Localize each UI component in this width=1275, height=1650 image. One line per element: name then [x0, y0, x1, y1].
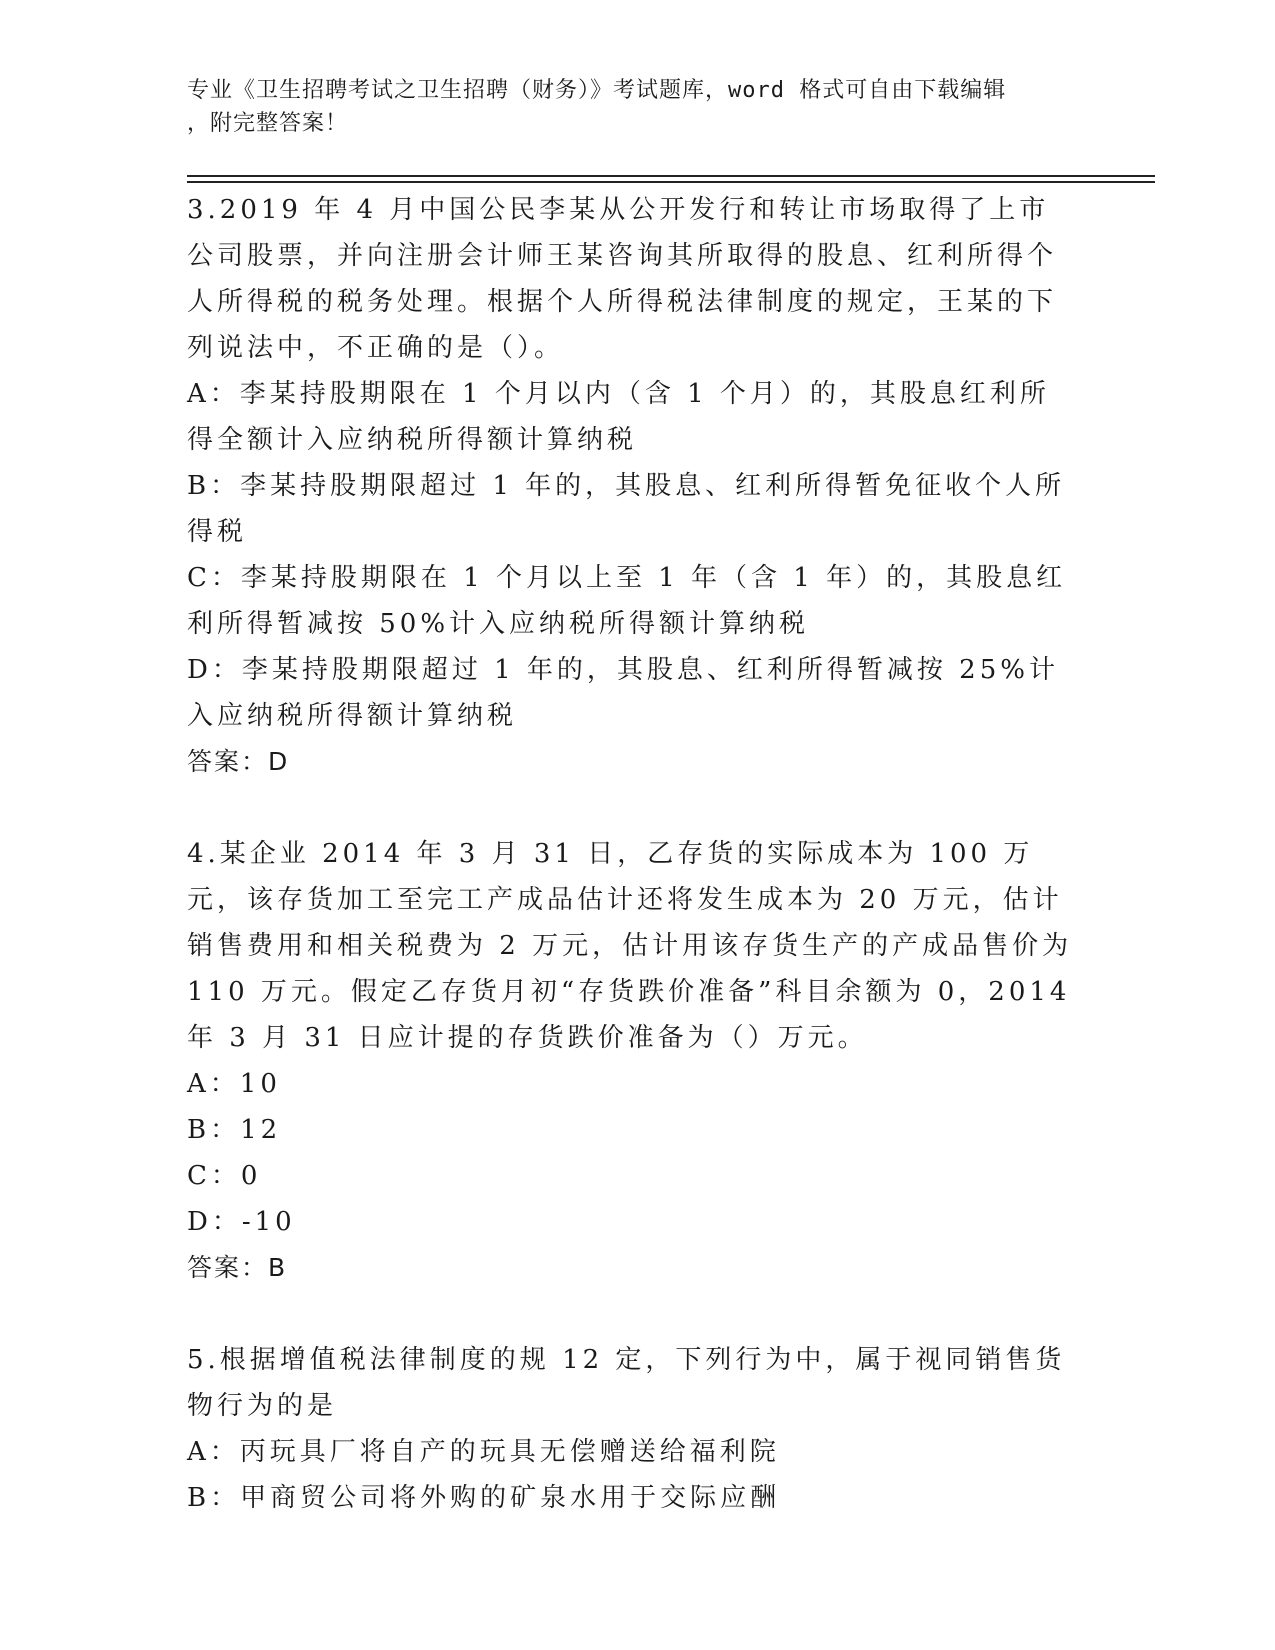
option-b: B：李某持股期限超过 1 年的，其股息、红利所得暂免征收个人所得税 — [187, 471, 1066, 547]
header-divider-bottom — [187, 181, 1155, 183]
question-stem: 3.2019 年 4 月中国公民李某从公开发行和转让市场取得了上市公司股票，并向注册会计师王某咨询其所取得的股息、红利所得个人所得税的税务处理。根据个人所得税法律制度的规定，王某的下列说法中，不正确的是（）。 — [187, 195, 1058, 363]
document-header — [187, 74, 1067, 140]
option-c: C：0 — [187, 1161, 262, 1191]
option-b: B：甲商贸公司将外购的矿泉水用于交际应酬 — [187, 1483, 781, 1513]
answer-line: 答案：D — [187, 747, 290, 776]
option-a: A：丙玩具厂将自产的玩具无偿赠送给福利院 — [187, 1437, 780, 1467]
question-stem: 5.根据增值税法律制度的规 12 定，下列行为中，属于视同销售货物行为的是 — [187, 1345, 1066, 1421]
option-a: A：10 — [187, 1069, 281, 1099]
header-line-1: 专业《卫生招聘考试之卫生招聘（财务）》考试题库，word 格式可自由下载编辑 — [187, 78, 1007, 103]
header-line-2: ，附完整答案！ — [187, 111, 349, 136]
question-block — [187, 831, 1077, 1291]
question-stem: 4.某企业 2014 年 3 月 31 日，乙存货的实际成本为 100 万元，该存货加工至完工产成品估计还将发生成本为 20 万元，估计销售费用和相关税费为 2 万元，估计用该存货生产的产成品售价为 110 万元。假定乙存货月初“存货跌价准备”科目余额为 0，2014 年 3 月 31 日应计提的存货跌价准备为（）万元。 — [187, 839, 1073, 1053]
option-d: D：-10 — [187, 1207, 296, 1237]
question-block — [187, 1337, 1077, 1521]
option-d: D：李某持股期限超过 1 年的，其股息、红利所得暂减按 25%计入应纳税所得额计算纳税 — [187, 655, 1059, 731]
answer-line: 答案：B — [187, 1253, 288, 1282]
header-divider-top — [187, 175, 1155, 177]
option-c: C：李某持股期限在 1 个月以上至 1 年（含 1 年）的，其股息红利所得暂减按 50%计入应纳税所得额计算纳税 — [187, 563, 1067, 639]
option-a: A：李某持股期限在 1 个月以内（含 1 个月）的，其股息红利所得全额计入应纳税所得额计算纳税 — [187, 379, 1050, 455]
question-list — [187, 187, 1077, 1567]
question-block — [187, 187, 1077, 785]
option-b: B：12 — [187, 1115, 282, 1145]
